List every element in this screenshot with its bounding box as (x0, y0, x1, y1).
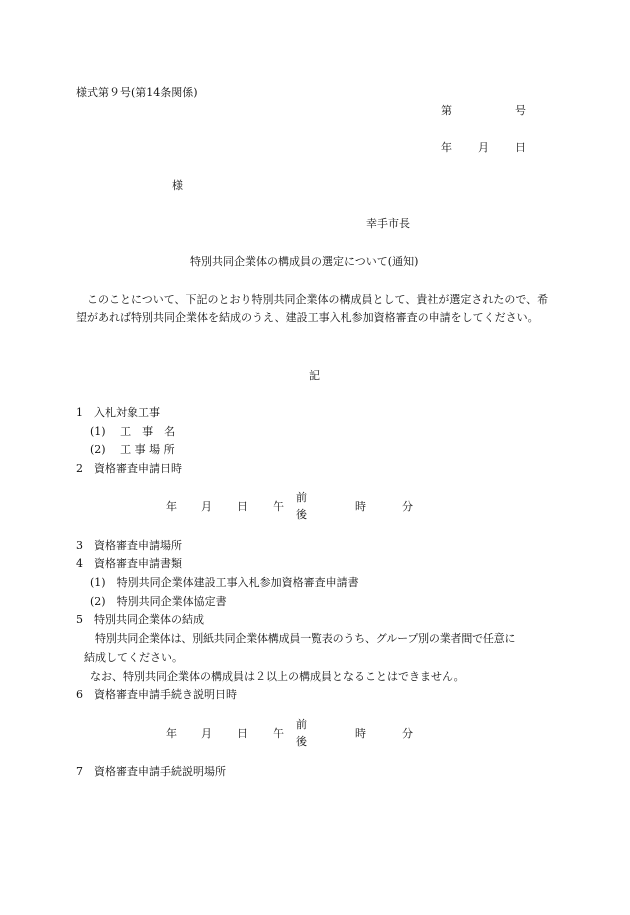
item-4-sub-2: (2) 特別共同企業体協定書 (90, 595, 227, 608)
number-go: 号 (515, 104, 526, 117)
item-1-sub-2: (2) 工 事 場 所 (90, 443, 175, 456)
item-1-label: 1 入札対象工事 (76, 406, 160, 419)
dt2-zen: 前 (296, 718, 307, 731)
body-paragraph: このことについて、下記のとおり特別共同企業体の構成員として、貴社が選定されたので、希望があれば特別共同企業体を結成のうえ、建設工事入札参加資格審査の申請をしてください。 (76, 293, 549, 324)
dt2-gozen-prefix: 午 (273, 727, 284, 740)
dt1-minute: 分 (402, 500, 413, 513)
date-year: 年 (441, 141, 452, 154)
dt2-year: 年 (166, 727, 177, 740)
form-label: 様式第９号(第14条関係) (76, 86, 198, 99)
item-2-label: 2 資格審査申請日時 (76, 462, 182, 475)
issuer: 幸手市長 (366, 217, 410, 230)
item-7-label: 7 資格審査申請手続説明場所 (76, 765, 226, 778)
dt2-minute: 分 (402, 727, 413, 740)
item-6-label: 6 資格審査申請手続き説明日時 (76, 688, 237, 701)
item-4-label: 4 資格審査申請書類 (76, 557, 182, 570)
document-title: 特別共同企業体の構成員の選定について(通知) (190, 255, 419, 268)
dt1-month: 月 (201, 500, 212, 513)
ki-label: 記 (309, 369, 320, 382)
dt1-hour: 時 (355, 500, 366, 513)
dt2-day: 日 (237, 727, 248, 740)
item-3-label: 3 資格審査申請場所 (76, 539, 182, 552)
item-5-line-1: 特別共同企業体は、別紙共同企業体構成員一覧表のうち、グループ別の業者間で任意に (95, 632, 516, 645)
dt1-zen: 前 (296, 491, 307, 504)
dt2-go: 後 (296, 735, 307, 748)
addressee-suffix: 様 (172, 179, 183, 192)
item-5-label: 5 特別共同企業体の結成 (76, 613, 204, 626)
item-5-line-3: なお、特別共同企業体の構成員は２以上の構成員となることはできません。 (90, 670, 465, 683)
dt2-month: 月 (201, 727, 212, 740)
dt1-go: 後 (296, 508, 307, 521)
dt1-gozen-prefix: 午 (273, 500, 284, 513)
dt2-hour: 時 (355, 727, 366, 740)
dt1-year: 年 (166, 500, 177, 513)
item-5-line-2: 結成してください。 (84, 651, 183, 664)
date-month: 月 (478, 141, 489, 154)
item-1-sub-1: (1) 工 事 名 (90, 425, 176, 438)
number-dai: 第 (441, 104, 452, 117)
date-day: 日 (515, 141, 526, 154)
dt1-day: 日 (237, 500, 248, 513)
item-4-sub-1: (1) 特別共同企業体建設工事入札参加資格審査申請書 (90, 576, 359, 589)
